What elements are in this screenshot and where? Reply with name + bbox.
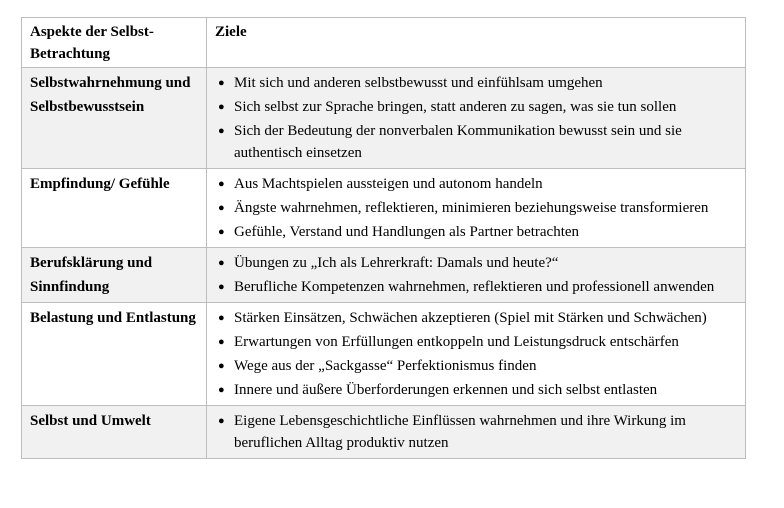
list-item	[215, 96, 739, 118]
goal-text: Ängste wahrnehmen, reflektieren, minimieren beziehungsweise transformieren	[234, 200, 709, 216]
bullet-icon: ●	[218, 226, 225, 238]
goal-text: Gefühle, Verstand und Handlungen als Partner betrachten	[234, 224, 580, 240]
list-item	[215, 307, 739, 329]
goals-list	[215, 307, 739, 401]
bullet-icon: ●	[218, 77, 225, 89]
table-row	[22, 406, 746, 459]
goals-list	[215, 252, 739, 298]
list-item	[215, 355, 739, 377]
goal-text: Sich der Bedeutung der nonverbalen Kommunikation bewusst sein und sie authentisch einsetzen	[234, 123, 682, 161]
goal-text: Berufliche Kompetenzen wahrnehmen, reflektieren und professionell anwenden	[234, 279, 715, 295]
goals-cell	[207, 169, 746, 248]
aspect-cell: Berufsklärung und Sinnfindung	[22, 248, 207, 303]
list-item	[215, 72, 739, 94]
aspect-cell: Selbst und Umwelt	[22, 406, 207, 459]
list-item	[215, 120, 739, 164]
goal-text: Aus Machtspielen aussteigen und autonom handeln	[234, 176, 543, 192]
list-item	[215, 276, 739, 298]
goals-list	[215, 72, 739, 164]
goals-list	[215, 173, 739, 243]
bullet-icon: ●	[218, 281, 225, 293]
goal-text: Mit sich und anderen selbstbewusst und einfühlsam umgehen	[234, 75, 603, 91]
goals-cell	[207, 406, 746, 459]
bullet-icon: ●	[218, 257, 225, 269]
aspect-cell: Empfindung/ Gefühle	[22, 169, 207, 248]
table-row	[22, 303, 746, 406]
goals-cell	[207, 248, 746, 303]
list-item	[215, 197, 739, 219]
header-row	[22, 18, 746, 68]
list-item	[215, 331, 739, 353]
bullet-icon: ●	[218, 384, 225, 396]
bullet-icon: ●	[218, 125, 225, 137]
list-item	[215, 221, 739, 243]
goal-text: Eigene Lebensgeschichtliche Einflüssen wahrnehmen und ihre Wirkung im beruflichen Alltag produktiv nutzen	[234, 413, 686, 451]
list-item	[215, 379, 739, 401]
goals-cell	[207, 303, 746, 406]
list-item	[215, 410, 739, 454]
goal-text: Erwartungen von Erfüllungen entkoppeln und Leistungsdruck entschärfen	[234, 334, 679, 350]
bullet-icon: ●	[218, 202, 225, 214]
bullet-icon: ●	[218, 336, 225, 348]
table-row	[22, 248, 746, 303]
goals-list	[215, 410, 739, 454]
header-goals: Ziele	[207, 18, 746, 68]
list-item	[215, 252, 739, 274]
bullet-icon: ●	[218, 178, 225, 190]
goal-text: Stärken Einsätzen, Schwächen akzeptieren (Spiel mit Stärken und Schwächen)	[234, 310, 707, 326]
bullet-icon: ●	[218, 415, 225, 427]
header-aspects: Aspekte der Selbst-Betrachtung	[22, 18, 207, 68]
goals-cell	[207, 68, 746, 169]
goal-text: Sich selbst zur Sprache bringen, statt anderen zu sagen, was sie tun sollen	[234, 99, 677, 115]
table-row	[22, 68, 746, 169]
goal-text: Wege aus der „Sackgasse“ Perfektionismus finden	[234, 358, 537, 374]
bullet-icon: ●	[218, 360, 225, 372]
list-item	[215, 173, 739, 195]
aspect-cell: Selbstwahrnehmung und Selbstbewusstsein	[22, 68, 207, 169]
table-row	[22, 169, 746, 248]
aspects-table	[21, 17, 746, 459]
bullet-icon: ●	[218, 312, 225, 324]
goal-text: Innere und äußere Überforderungen erkennen und sich selbst entlasten	[234, 382, 658, 398]
goal-text: Übungen zu „Ich als Lehrerkraft: Damals und heute?“	[234, 255, 559, 271]
bullet-icon: ●	[218, 101, 225, 113]
aspect-cell: Belastung und Entlastung	[22, 303, 207, 406]
